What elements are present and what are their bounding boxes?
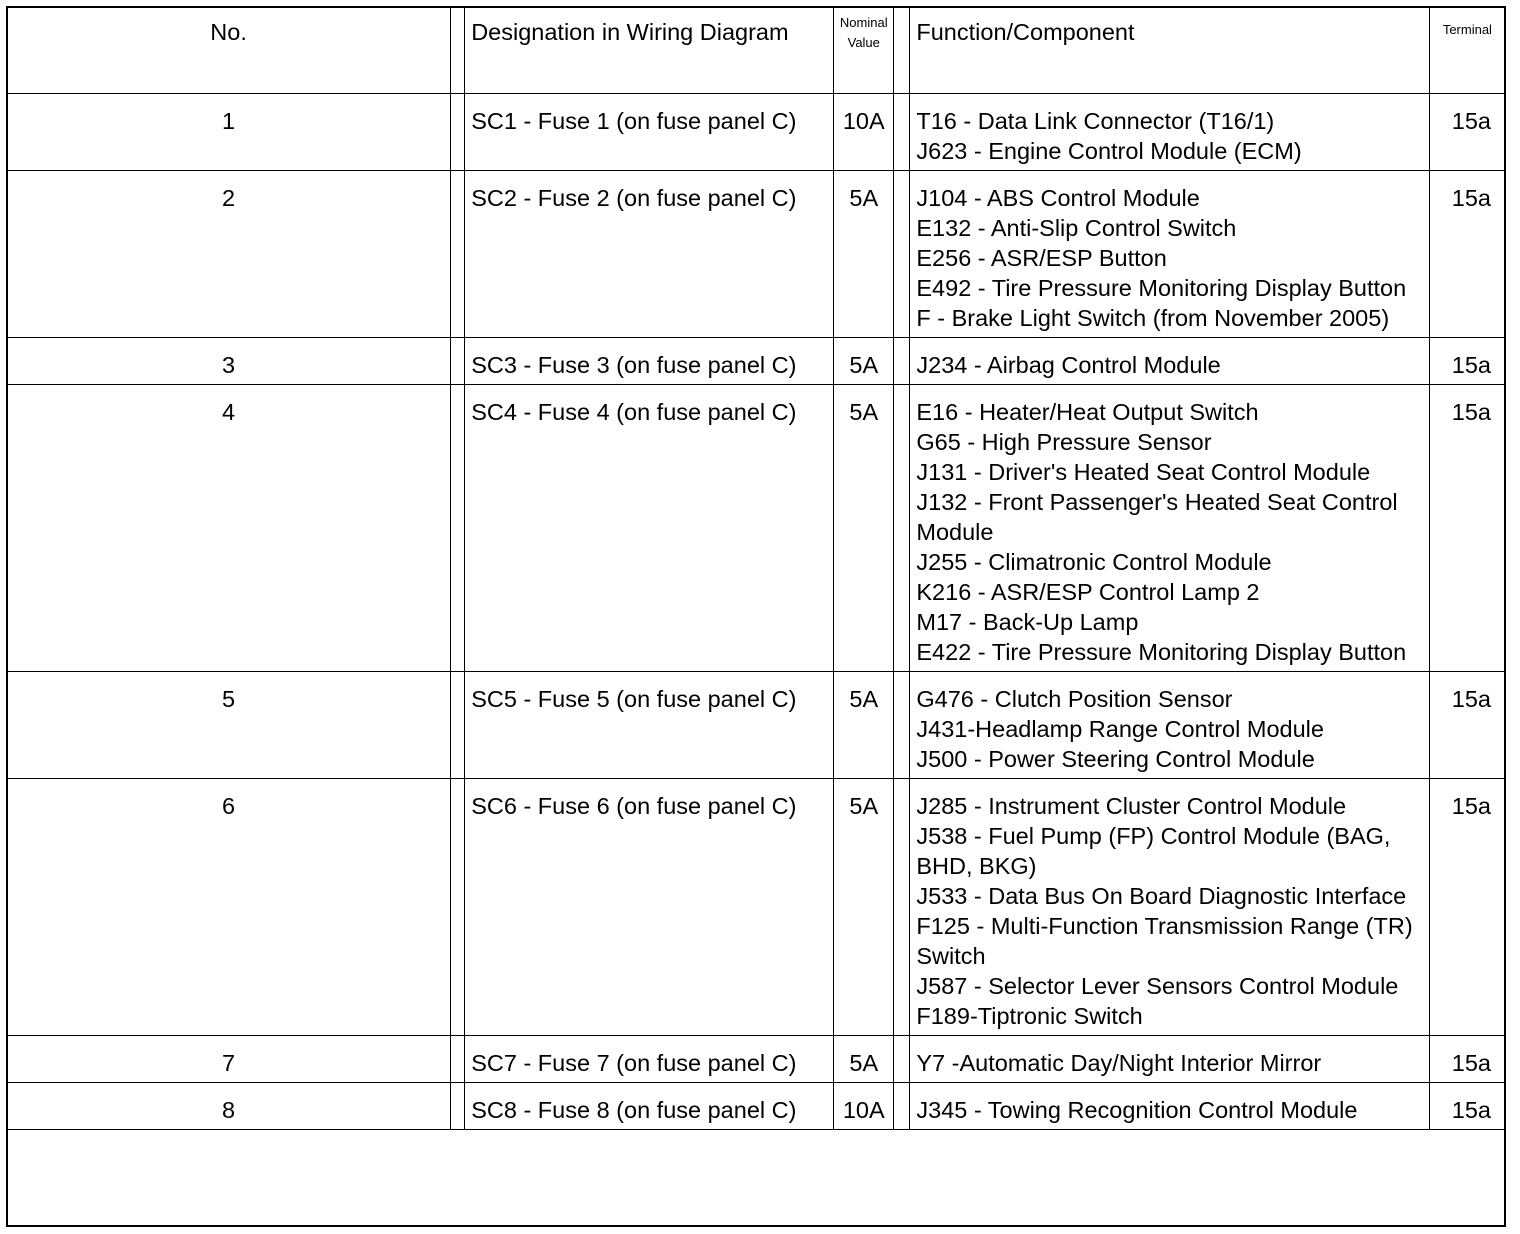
- fuse-designation: SC7 - Fuse 7 (on fuse panel C): [465, 1036, 834, 1083]
- table-row: [7, 672, 1506, 779]
- function-component-item: E132 - Anti-Slip Control Switch: [916, 215, 1237, 241]
- function-component-cell: [910, 672, 1429, 779]
- header-no: No.: [7, 7, 451, 94]
- function-component-item: G476 - Clutch Position Sensor: [916, 686, 1233, 712]
- fuse-number: 7: [7, 1036, 451, 1083]
- header-nominal-value: [834, 7, 894, 94]
- function-component-item: E256 - ASR/ESP Button: [916, 245, 1167, 271]
- fuse-number: 3: [7, 338, 451, 385]
- spacer-cell: [894, 1036, 910, 1083]
- function-component-cell: [910, 338, 1429, 385]
- table-row: [7, 1083, 1506, 1130]
- header-spacer-2: [894, 7, 910, 94]
- function-component-item: J623 - Engine Control Module (ECM): [916, 138, 1302, 164]
- nominal-value: 5A: [834, 171, 894, 338]
- terminal-value: 15a: [1429, 779, 1505, 1036]
- header-nominal-line1: Nominal: [839, 15, 888, 30]
- spacer-cell: [451, 385, 465, 672]
- function-component-item: J533 - Data Bus On Board Diagnostic Interface: [916, 883, 1407, 909]
- spacer-cell: [451, 1036, 465, 1083]
- spacer-cell: [894, 94, 910, 171]
- function-component-item: J500 - Power Steering Control Module: [916, 746, 1315, 772]
- function-component-item: E492 - Tire Pressure Monitoring Display Button: [916, 275, 1407, 301]
- function-component-item: J345 - Towing Recognition Control Module: [916, 1097, 1358, 1123]
- header-row: [7, 7, 1506, 94]
- table-row: [7, 94, 1506, 171]
- fuse-number: 8: [7, 1083, 451, 1130]
- spacer-cell: [894, 171, 910, 338]
- function-component-cell: [910, 171, 1429, 338]
- terminal-value: 15a: [1429, 1083, 1505, 1130]
- spacer-cell: [894, 779, 910, 1036]
- function-component-item: J255 - Climatronic Control Module: [916, 549, 1272, 575]
- table-row: [7, 385, 1506, 672]
- function-component-item: J131 - Driver's Heated Seat Control Module: [916, 459, 1371, 485]
- fuse-number: 2: [7, 171, 451, 338]
- function-component-item: J538 - Fuel Pump (FP) Control Module (BAG, BHD, BKG): [916, 823, 1391, 879]
- spacer-cell: [451, 94, 465, 171]
- spacer-cell: [894, 672, 910, 779]
- fuse-number: 4: [7, 385, 451, 672]
- fuse-designation: SC2 - Fuse 2 (on fuse panel C): [465, 171, 834, 338]
- function-component-item: G65 - High Pressure Sensor: [916, 429, 1212, 455]
- function-component-item: J587 - Selector Lever Sensors Control Module: [916, 973, 1399, 999]
- function-component-item: E16 - Heater/Heat Output Switch: [916, 399, 1259, 425]
- nominal-value: 10A: [834, 94, 894, 171]
- function-component-cell: [910, 1036, 1429, 1083]
- header-function-component: Function/Component: [910, 7, 1429, 94]
- spacer-cell: [451, 171, 465, 338]
- function-component-item: J234 - Airbag Control Module: [916, 352, 1221, 378]
- spacer-cell: [894, 385, 910, 672]
- terminal-value: 15a: [1429, 672, 1505, 779]
- function-component-item: F125 - Multi-Function Transmission Range (TR) Switch: [916, 913, 1413, 969]
- terminal-value: 15a: [1429, 385, 1505, 672]
- fuse-designation: SC1 - Fuse 1 (on fuse panel C): [465, 94, 834, 171]
- function-component-item: K216 - ASR/ESP Control Lamp 2: [916, 579, 1260, 605]
- table-row: [7, 1036, 1506, 1083]
- function-component-item: J132 - Front Passenger's Heated Seat Control Module: [916, 489, 1398, 545]
- function-component-cell: [910, 94, 1429, 171]
- nominal-value: 5A: [834, 338, 894, 385]
- function-component-cell: [910, 779, 1429, 1036]
- header-spacer-1: [451, 7, 465, 94]
- spacer-cell: [451, 779, 465, 1036]
- function-component-cell: [910, 1083, 1429, 1130]
- nominal-value: 10A: [834, 1083, 894, 1130]
- table-row: [7, 779, 1506, 1036]
- function-component-item: J285 - Instrument Cluster Control Module: [916, 793, 1347, 819]
- header-nominal-line2: Value: [847, 35, 880, 50]
- header-terminal: [1429, 7, 1505, 94]
- terminal-value: 15a: [1429, 338, 1505, 385]
- function-component-item: F - Brake Light Switch (from November 2005): [916, 305, 1390, 331]
- function-component-item: T16 - Data Link Connector (T16/1): [916, 108, 1275, 134]
- terminal-value: 15a: [1429, 1036, 1505, 1083]
- spacer-cell: [451, 338, 465, 385]
- table-row: [7, 338, 1506, 385]
- spacer-cell: [894, 1083, 910, 1130]
- function-component-item: Y7 -Automatic Day/Night Interior Mirror: [916, 1050, 1322, 1076]
- fuse-designation: SC4 - Fuse 4 (on fuse panel C): [465, 385, 834, 672]
- nominal-value: 5A: [834, 672, 894, 779]
- function-component-item: J431-Headlamp Range Control Module: [916, 716, 1324, 742]
- fuse-number: 1: [7, 94, 451, 171]
- fuse-number: 6: [7, 779, 451, 1036]
- terminal-value: 15a: [1429, 94, 1505, 171]
- spacer-cell: [451, 672, 465, 779]
- fuse-table: [6, 6, 1506, 1130]
- function-component-cell: [910, 385, 1429, 672]
- table-row: [7, 171, 1506, 338]
- fuse-designation: SC5 - Fuse 5 (on fuse panel C): [465, 672, 834, 779]
- terminal-value: 15a: [1429, 171, 1505, 338]
- fuse-designation: SC8 - Fuse 8 (on fuse panel C): [465, 1083, 834, 1130]
- function-component-item: E422 - Tire Pressure Monitoring Display Button: [916, 639, 1407, 665]
- header-terminal-label: Terminal: [1442, 22, 1492, 37]
- function-component-item: J104 - ABS Control Module: [916, 185, 1200, 211]
- spacer-cell: [451, 1083, 465, 1130]
- header-designation: Designation in Wiring Diagram: [465, 7, 834, 94]
- nominal-value: 5A: [834, 1036, 894, 1083]
- fuse-number: 5: [7, 672, 451, 779]
- nominal-value: 5A: [834, 779, 894, 1036]
- nominal-value: 5A: [834, 385, 894, 672]
- function-component-item: F189-Tiptronic Switch: [916, 1003, 1143, 1029]
- fuse-designation: SC3 - Fuse 3 (on fuse panel C): [465, 338, 834, 385]
- fuse-designation: SC6 - Fuse 6 (on fuse panel C): [465, 779, 834, 1036]
- function-component-item: M17 - Back-Up Lamp: [916, 609, 1139, 635]
- spacer-cell: [894, 338, 910, 385]
